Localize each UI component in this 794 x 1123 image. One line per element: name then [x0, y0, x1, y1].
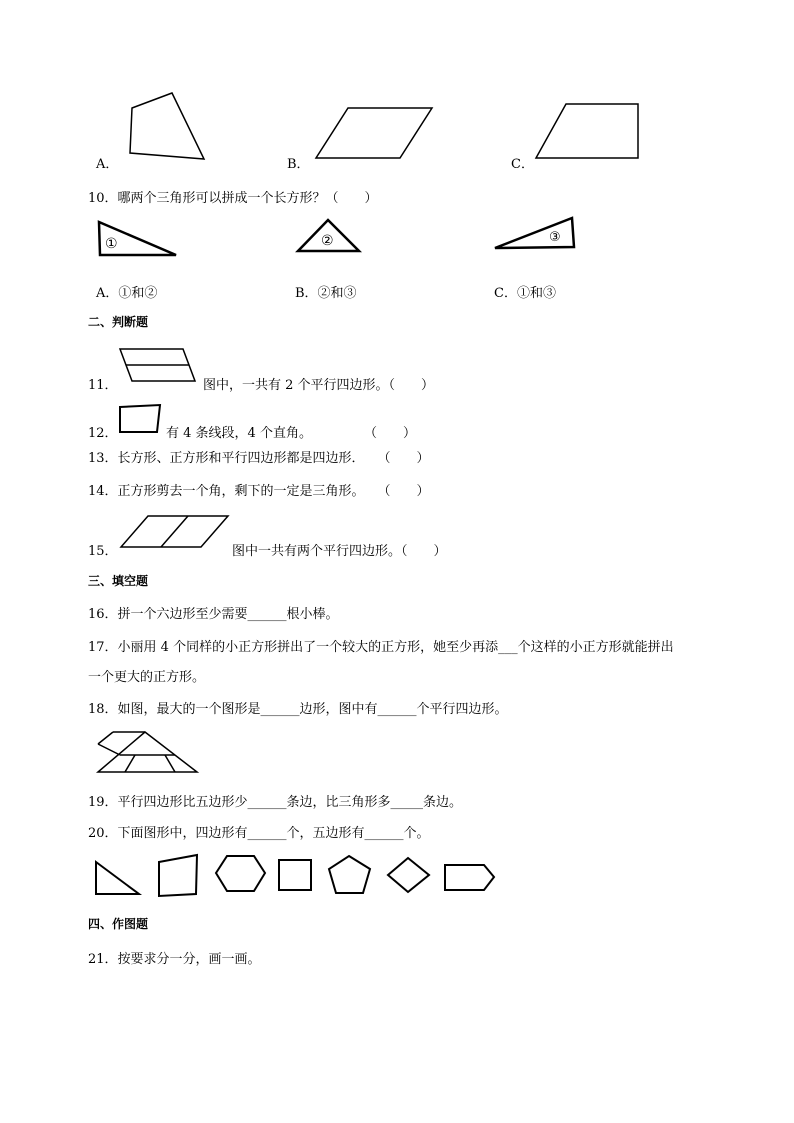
q11-figure: [115, 345, 200, 387]
q21-text: 21．按要求分一分，画一画。: [88, 952, 261, 967]
q18-figure: [95, 728, 205, 778]
q20-shape-square: [276, 857, 316, 893]
q10-option-c: C．①和③: [494, 286, 556, 301]
q10-triangle-1: [96, 218, 186, 260]
q17-line-2: 一个更大的正方形。: [88, 670, 206, 685]
q20-shape-pentagon-arrow: [442, 862, 498, 894]
q15-text: 图中一共有两个平行四边形。（ ）: [232, 544, 447, 559]
section-title-judgment: 二、判断题: [88, 315, 149, 329]
q12-text: 有 4 条线段，4 个直角。 （ ）: [166, 426, 416, 441]
section-title-drawing: 四、作图题: [88, 917, 149, 931]
q16-text: 16．拼一个六边形至少需要______根小棒。: [88, 607, 339, 622]
q9-shape-c: [530, 96, 645, 166]
q10-triangle-2-label: ②: [321, 233, 334, 249]
q20-shape-quadrilateral: [155, 852, 203, 900]
q10-triangle-3: [492, 215, 582, 255]
q17-line-1: 17．小丽用 4 个同样的小正方形拼出了一个较大的正方形，她至少再添___个这样的小正方形就能拼出: [88, 640, 674, 655]
q20-text: 20．下面图形中，四边形有______个，五边形有______个。: [88, 826, 430, 841]
q11-number: 11．: [88, 378, 118, 393]
q9-option-b: B．: [287, 157, 310, 172]
q10-question: 10．哪两个三角形可以拼成一个长方形？（ ）: [88, 191, 378, 206]
q15-figure: [118, 512, 233, 552]
q18-text: 18．如图，最大的一个图形是______边形，图中有______个平行四边形。: [88, 702, 508, 717]
section-title-fill-blank: 三、填空题: [88, 574, 149, 588]
q10-triangle-2: [296, 217, 366, 257]
q9-option-c: C．: [511, 157, 534, 172]
q12-number: 12．: [88, 426, 118, 441]
q14-text: 14．正方形剪去一个角，剩下的一定是三角形。 （ ）: [88, 484, 430, 499]
q13-text: 13．长方形、正方形和平行四边形都是四边形． （ ）: [88, 451, 430, 466]
q9-shape-b: [310, 100, 440, 170]
q20-shape-rhombus: [385, 855, 433, 895]
q9-option-a: A．: [96, 157, 119, 172]
q20-shape-triangle: [92, 858, 144, 898]
q12-figure: [117, 402, 165, 436]
q9-shape-a: [120, 88, 220, 168]
q20-shape-pentagon: [326, 853, 374, 897]
q15-number: 15．: [88, 544, 118, 559]
q10-triangle-3-label: ③: [549, 230, 561, 245]
q10-triangle-1-label: ①: [105, 236, 118, 252]
q11-text: 图中，一共有 2 个平行四边形。（ ）: [203, 378, 435, 393]
q10-option-a: A．①和②: [96, 286, 158, 301]
q10-option-b: B．②和③: [295, 286, 357, 301]
q19-text: 19．平行四边形比五边形少______条边，比三角形多_____条边。: [88, 795, 463, 810]
q20-shape-hexagon: [214, 853, 268, 895]
